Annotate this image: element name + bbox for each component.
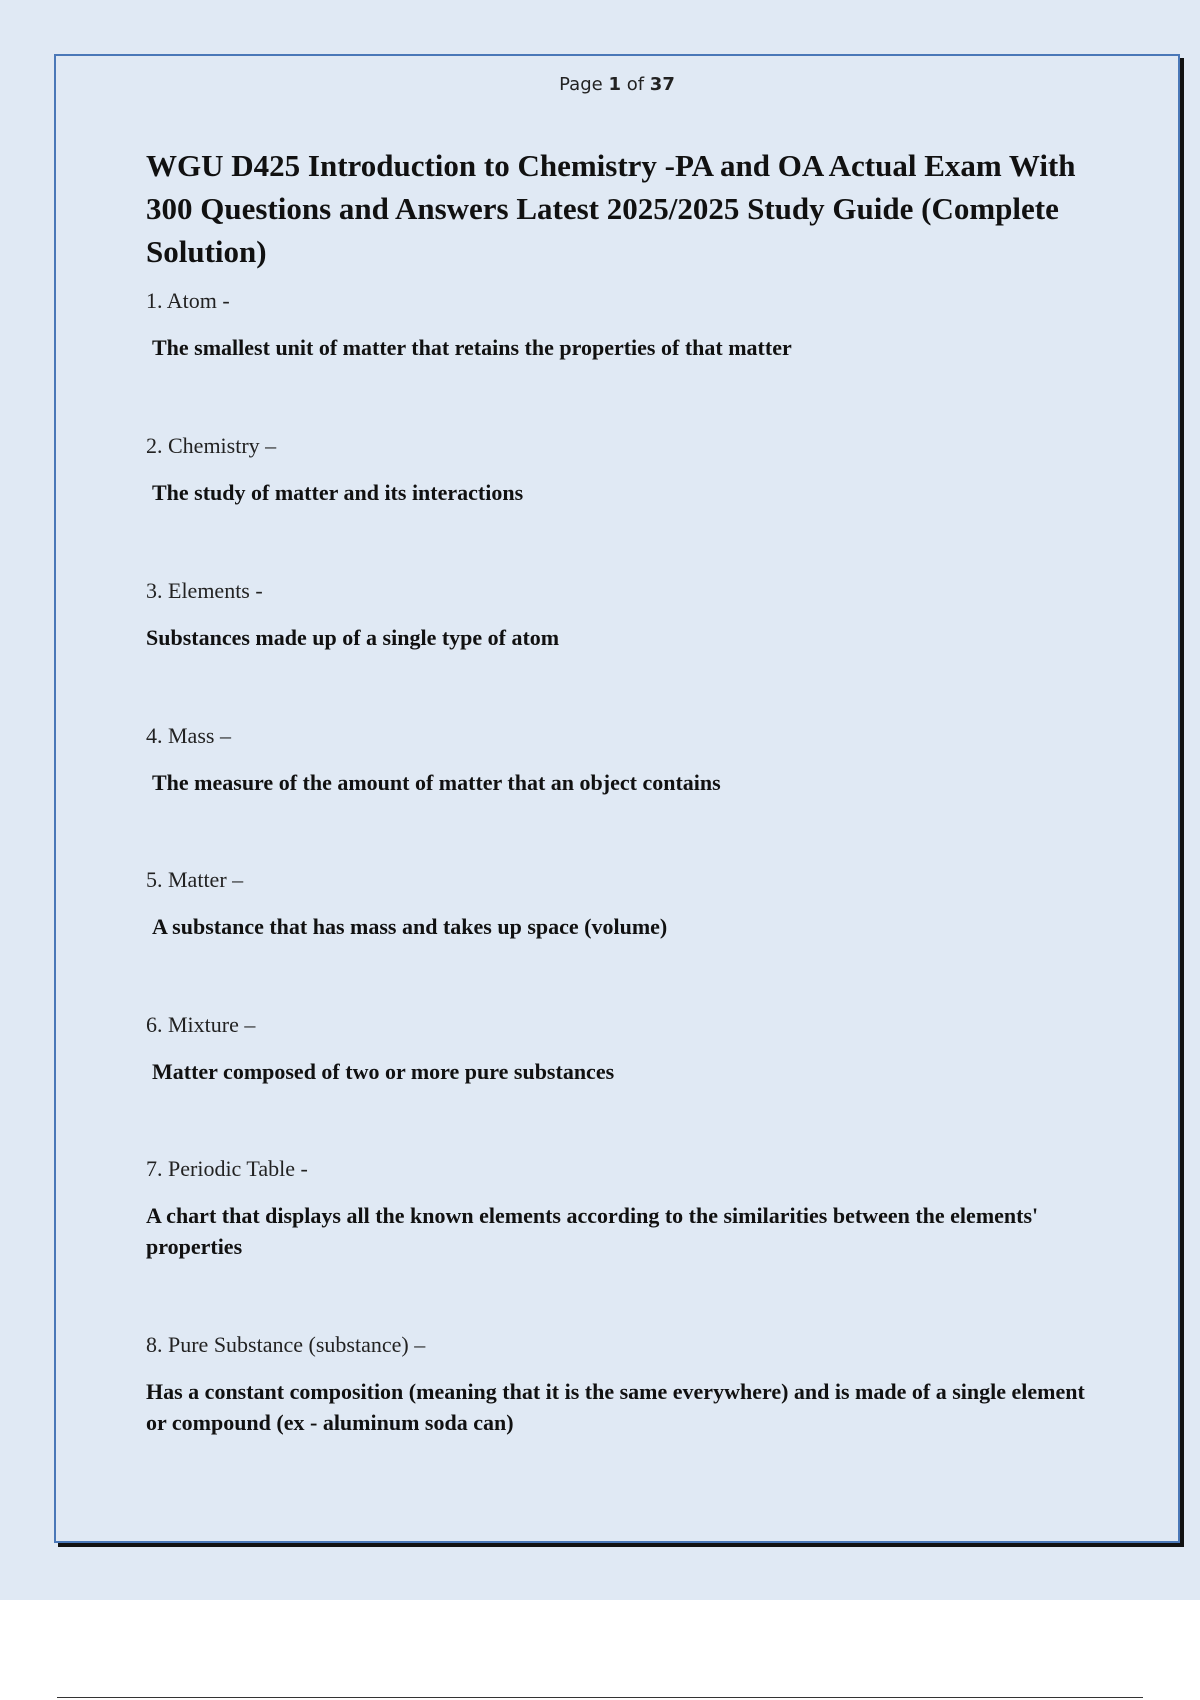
entry-definition: Substances made up of a single type of atom [146,625,560,650]
page-number [56,74,1178,95]
entry-definition: The smallest unit of matter that retains the properties of that matter [152,335,792,360]
entry-definition: A chart that displays all the known elements according to the similarities between the elements' properties [146,1203,1039,1259]
entry-term: 2. Chemistry – [146,433,277,458]
entry-8 [146,1332,1106,1438]
entry-7 [146,1156,1106,1262]
entry-6 [146,1012,1106,1087]
footer-rule [57,1697,1143,1698]
entry-definition: Has a constant composition (meaning that it is the same everywhere) and is made of a single element or compound (ex - aluminum soda can) [146,1379,1085,1435]
entry-term: 3. Elements - [146,578,263,603]
entry-3 [146,578,1106,653]
entry-4 [146,723,1106,798]
document-title: WGU D425 Introduction to Chemistry -PA and OA Actual Exam With 300 Questions and Answers Latest 2025/2025 Study Guide (Complete Solution) [146,148,1076,269]
entry-definition: A substance that has mass and takes up space (volume) [152,914,668,939]
entry-definition: The measure of the amount of matter that an object contains [152,770,721,795]
entry-term: 4. Mass – [146,723,231,748]
entry-term: 7. Periodic Table - [146,1156,308,1181]
page-total: 37 [649,74,675,95]
page-prefix: Page [559,74,603,95]
page-current: 1 [608,74,621,95]
entry-5 [146,867,1106,942]
entry-term: 1. Atom - [146,288,230,313]
entry-definition: Matter composed of two or more pure substances [152,1059,615,1084]
entry-term: 5. Matter – [146,867,244,892]
entry-2 [146,433,1106,508]
entry-1 [146,288,1106,363]
entry-term: 8. Pure Substance (substance) – [146,1332,426,1357]
page-of: of [626,74,645,95]
page-frame [54,54,1180,1543]
entry-definition: The study of matter and its interactions [152,480,524,505]
entry-term: 6. Mixture – [146,1012,256,1037]
